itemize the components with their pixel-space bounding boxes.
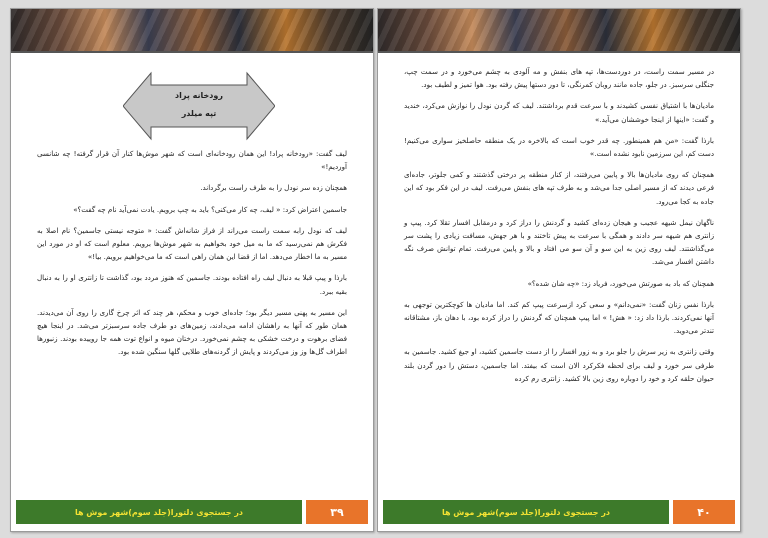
- paragraph: بارذا گفت: «من هم همینطور. چه قدر خوب است که بالاخره در یک منطقه حاصلخیز سواری می‌کنیم! دست کم، این سرزمین نابود نشده است.»: [404, 135, 714, 159]
- paragraph: مادیان‌ها با اشتیاق نفسی کشیدند و با سرعت قدم برداشتند. لیف که گردن نودل را نوازش می‌کرد، خندید و گفت: «اینها از اینجا خوششان می‌آید.»: [404, 101, 714, 124]
- footer-book-title: در جستجوی دلتورا(جلد سوم)شهر موش ها: [383, 500, 669, 524]
- double-arrow-icon: [123, 71, 275, 141]
- paragraph: لیف که نودل رابه سمت راست می‌راند از فراز شانه‌اش گفت: « متوجه نیستی جاسمین؟ نام اصلا به فکرش هم نمی‌رسید که ما به میل خود بخواهیم به شهر موش‌ها برویم. معلوم است که او در مورد این مسیر به ما اخطار می‌دهد. اما از قضا این همان راهی است که ما می‌خواهیم برویم. بیا!»: [37, 225, 347, 262]
- paragraph: جاسمین اعتراض کرد: « لیف، چه کار می‌کنی؟ باید به چپ برویم. یادت نمی‌آید نام چه گفت؟»: [73, 204, 347, 214]
- arrow-label-top: رودخانه پراد: [175, 91, 223, 100]
- page-header-banner: [11, 9, 373, 53]
- paragraph: وقتی زانتری به زیر سرش را جلو برد و به زور افسار را از دست جاسمین کشید، او جیغ کشید. جاسمین به طرفی سر خورد و لیف برای لحظه فکرکرد الان است که بیفتد. اما جاسمین، دستش را دور گردن بلند حیوان حلقه کرد و خود را دوباره روی زین بالا کشید. زانتری رم کرده: [404, 347, 714, 383]
- paragraph: این مسیر به پهنی مسیر دیگر بود؛ جاده‌ای خوب و محکم، هر چند که اثر چرخ گاری را روی آن می‌دیدند. همان طور که آنها به راهشان ادامه می‌دادند، زمین‌های دو طرف جاده سرسبزتر می‌شد. در اینجا هیچ فضای برهوت و درخت خشکی به چشم نمی‌خورد. درختان میوه و انواع توت همه جا روییده بودند. زنبورها اطراف گل‌ها وز وز می‌کردند و پایش از گردنه‌های طلایی گلها سنگین شده بود.: [37, 307, 347, 357]
- right-page: [377, 8, 741, 532]
- page-footer: [383, 500, 735, 524]
- footer-book-title: در جستجوی دلتورا(جلد سوم)شهر موش ها: [16, 500, 302, 524]
- paragraph: لیف گفت: «رودخانه پراد! این همان رودخانه‌ای است که شهر موش‌ها کنار آن قرار گرفته! چه شانسی آوردیم!»: [37, 149, 347, 172]
- paragraph: بارذا نفس زنان گفت: «نمی‌دانم» و سعی کرد ازسرعت پیپ کم کند. اما مادیان ها کوچکترین توجهی به آنها نمی‌کردند. بارذا داد زد: « هش! » اما پیپ همچنان که گردنش را دراز کرده بود، با دهان باز، مشتاقانه تندتر می‌دوید.: [404, 299, 714, 336]
- page-text: [404, 65, 714, 483]
- page-header-banner: [378, 9, 740, 53]
- paragraph: در مسیر سمت راست، در دوردست‌ها، تپه های بنفش و مه آلودی به چشم می‌خورد و در سمت چپ، جنگلی سرسبز. در جلو، جاده مانند روبان کمرنگی، تا دور دستها پیش رفته بود. هوا تمیز و لطیف بود.: [404, 67, 714, 90]
- paragraph: همچنان که باد به صورتش می‌خورد، فریاد زد: «چه شان شده؟»: [527, 278, 714, 288]
- paragraph: همچنان که روی مادیان‌ها بالا و پایین می‌رفتند، از کنار منطقه پر درختی گذشتند و کمی جلوتر، جاده‌ای فرعی دیدند که از مسیر اصلی جدا می‌شد و به طرف تپه های بنفش می‌رفت. لیف در این فکر بود که این جاده به کجا می‌رود.: [404, 170, 714, 206]
- paragraph: ناگهان نیمل شیهه عجیب و هیجان زده‌ای کشید و گردنش را دراز کرد و درمقابل افسار تقلا کرد. پیپ و زانتری هم شیهه سر دادند و همگی با سرعت به پیش تاختند و با هر جهش، مسافت زیادی را پشت سر می‌گذاشتند. لیف روی زین به این سو و آن سو می افتاد و بالا و پایین می‌رفت. تمام توانش صرف نگه داشتن افسار می‌شد.: [404, 217, 714, 267]
- direction-arrow-sign: [123, 71, 275, 141]
- paragraph: بارذا و پیپ قبلا به دنبال لیف راه افتاده بودند. جاسمین که هنوز مردد بود، گذاشت تا زانتری او را به دنبال بقیه ببرد.: [37, 273, 347, 296]
- page-number: ۴۰: [673, 500, 735, 524]
- arrow-label-bottom: تپه میلدر: [181, 109, 217, 118]
- left-page: [10, 8, 374, 532]
- paragraph: همچنان زده سر نودل را به طرف راست برگرداند.: [200, 183, 347, 193]
- page-number: ۳۹: [306, 500, 368, 524]
- page-footer: [16, 500, 368, 524]
- page-text: [37, 147, 347, 483]
